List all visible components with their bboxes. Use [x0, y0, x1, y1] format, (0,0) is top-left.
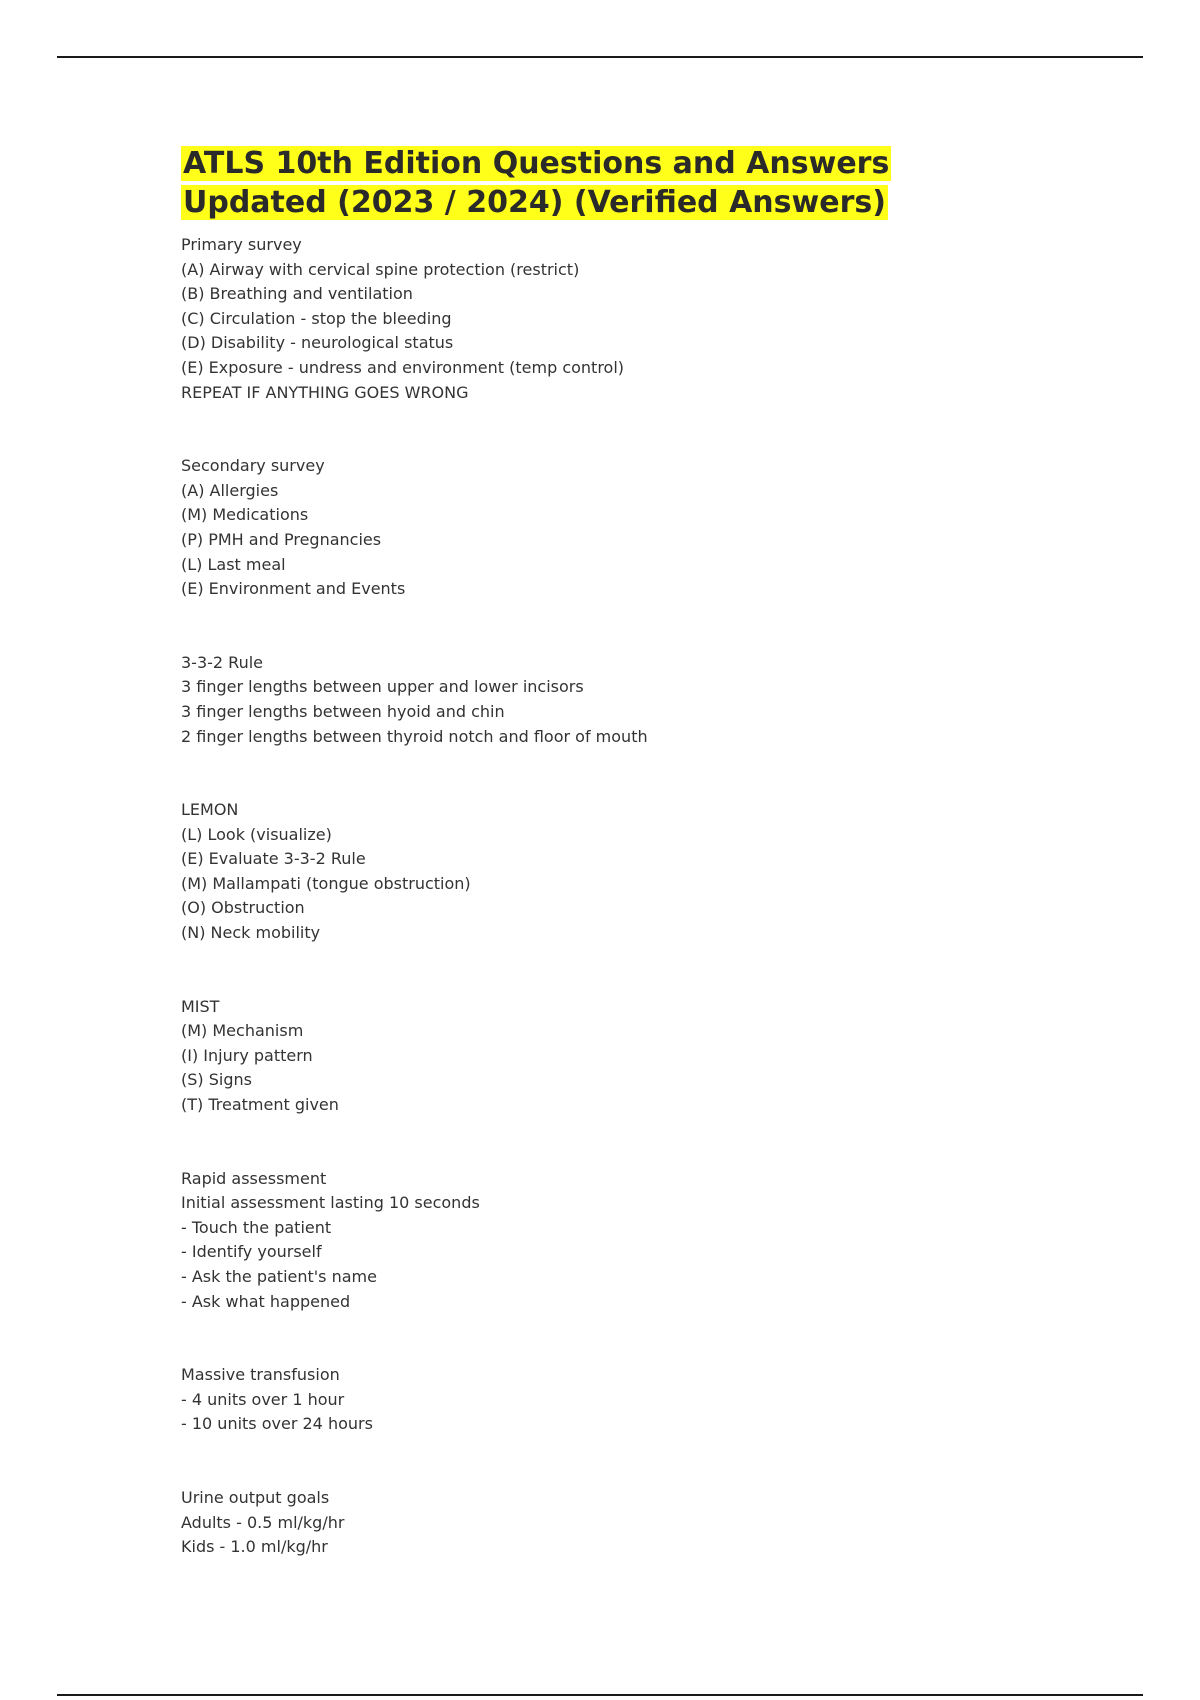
section-item: (P) PMH and Pregnancies [181, 529, 382, 549]
section-item: (O) Obstruction [181, 898, 305, 918]
section-item: 2 finger lengths between thyroid notch and floor of mouth [181, 726, 648, 746]
section-item: (M) Medications [181, 505, 309, 525]
section-heading: 3-3-2 Rule [181, 652, 263, 672]
section [181, 995, 1081, 1118]
top-page-rule [57, 56, 1143, 58]
section-item: (T) Treatment given [181, 1095, 339, 1115]
title-line-1: ATLS 10th Edition Questions and Answers [183, 146, 890, 181]
section-item: 3 finger lengths between hyoid and chin [181, 701, 505, 721]
section-heading: Primary survey [181, 235, 302, 254]
title-line-2: Updated (2023 / 2024) (Verified Answers) [183, 185, 886, 220]
section-item: - Ask the patient's name [181, 1267, 377, 1286]
document-title [181, 144, 1081, 222]
section-heading: Massive transfusion [181, 1365, 340, 1385]
section [181, 1167, 1081, 1315]
section-item: (A) Airway with cervical spine protection (restrict) [181, 259, 580, 279]
section-item: (E) Exposure - undress and environment (temp control) [181, 357, 625, 377]
section-item: (N) Neck mobility [181, 923, 321, 943]
section [181, 454, 1081, 602]
section-item: Adults - 0.5 ml/kg/hr [181, 1512, 345, 1532]
section-item: REPEAT IF ANYTHING GOES WRONG [181, 382, 469, 402]
section-item: (E) Environment and Events [181, 579, 406, 599]
section-item: - Ask what happened [181, 1291, 351, 1311]
section-heading: MIST [181, 996, 220, 1016]
document-body [181, 144, 1081, 1560]
section-item: 3 finger lengths between upper and lower incisors [181, 677, 584, 697]
section-item: (M) Mechanism [181, 1021, 304, 1041]
section-item: (L) Look (visualize) [181, 824, 332, 844]
section-list [181, 233, 1081, 1560]
section-heading: LEMON [181, 800, 239, 820]
section-item: (S) Signs [181, 1070, 252, 1090]
section-item: (I) Injury pattern [181, 1045, 313, 1065]
section-item: (C) Circulation - stop the bleeding [181, 308, 452, 328]
section [181, 651, 1081, 749]
section-item: (D) Disability - neurological status [181, 333, 454, 353]
section-item: (B) Breathing and ventilation [181, 284, 413, 304]
section-item: (L) Last meal [181, 554, 286, 574]
section-item: Kids - 1.0 ml/kg/hr [181, 1537, 328, 1557]
section [181, 1363, 1081, 1437]
section-heading: Urine output goals [181, 1487, 330, 1507]
section-heading: Secondary survey [181, 456, 325, 476]
section-item: (E) Evaluate 3-3-2 Rule [181, 849, 366, 869]
section [181, 1486, 1081, 1560]
section [181, 233, 1081, 405]
section-heading: Rapid assessment [181, 1168, 327, 1188]
bottom-page-rule [57, 1694, 1143, 1696]
section-item: (M) Mallampati (tongue obstruction) [181, 873, 471, 893]
section-item: - 10 units over 24 hours [181, 1414, 373, 1434]
section-item: Initial assessment lasting 10 seconds [181, 1193, 480, 1213]
section [181, 798, 1081, 946]
section-item: (A) Allergies [181, 480, 279, 500]
section-item: - Identify yourself [181, 1242, 322, 1262]
section-item: - Touch the patient [181, 1217, 332, 1237]
section-item: - 4 units over 1 hour [181, 1389, 345, 1409]
